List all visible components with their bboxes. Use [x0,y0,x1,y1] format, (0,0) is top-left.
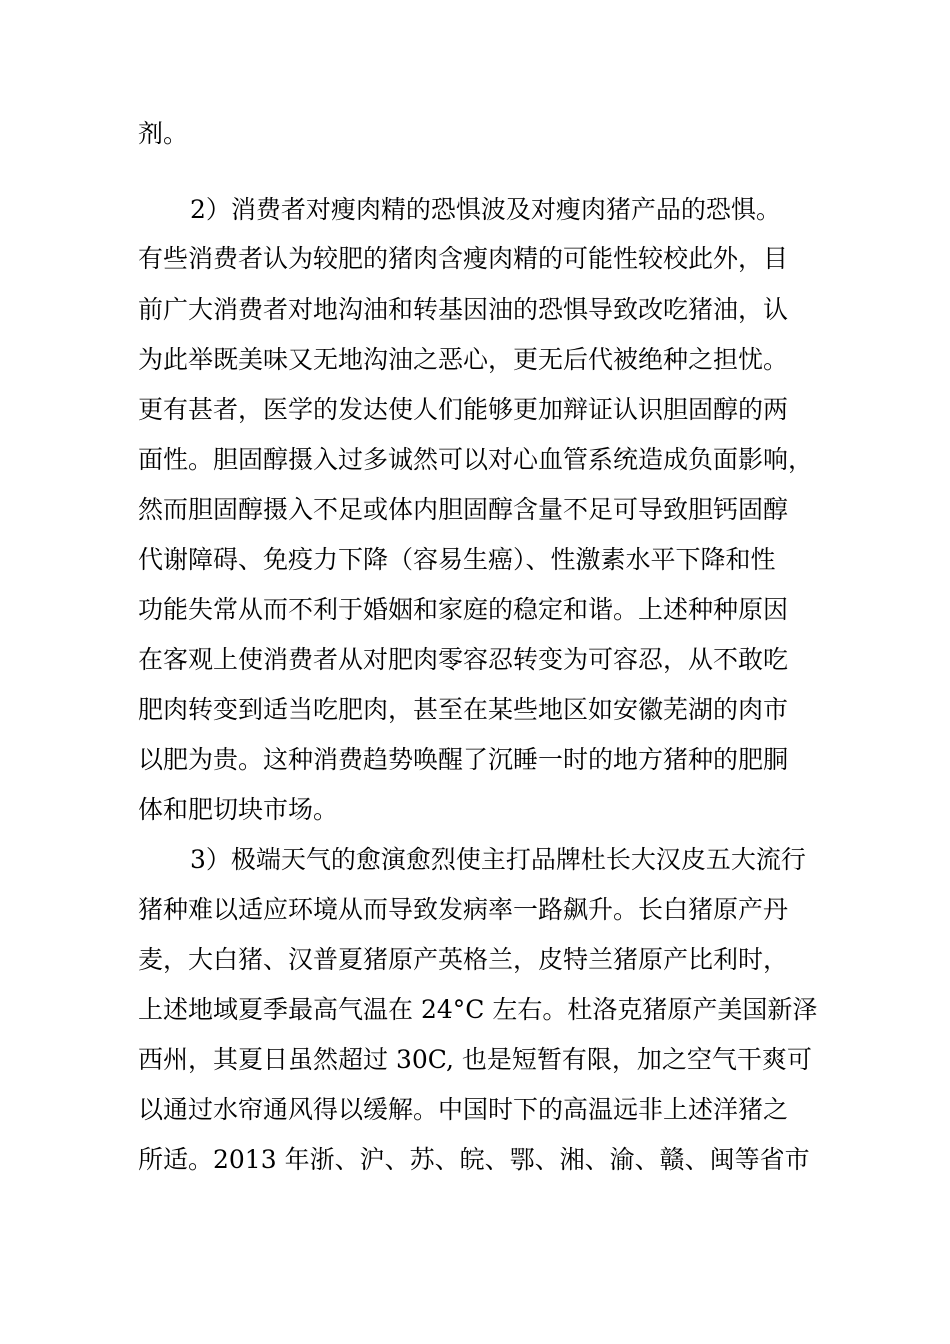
text-line: 更有甚者，医学的发达使人们能够更加辩证认识胆固醇的两 [138,395,789,424]
text-line: 所适。2013 年浙、沪、苏、皖、鄂、湘、渝、赣、闽等省市 [138,1145,810,1174]
text-line: 在客观上使消费者从对肥肉零容忍转变为可容忍，从不敢吃 [138,645,789,674]
text-line: 猪种难以适应环境从而导致发病率一路飙升。长白猪原产丹 [138,895,789,924]
text-line: 以通过水帘通风得以缓解。中国时下的高温远非上述洋猪之 [138,1095,789,1124]
text-line: 麦，大白猪、汉普夏猪原产英格兰，皮特兰猪原产比利时， [138,945,789,974]
text-line: 体和肥切块市场。 [138,795,339,824]
text-line: 代谢障碍、免疫力下降（容易生癌）、性激素水平下降和性 [138,545,776,574]
text-line: 面性。胆固醇摄入过多诚然可以对心血管系统造成负面影响， [138,445,814,474]
text-line: 有些消费者认为较肥的猪肉含瘦肉精的可能性较校此外，目 [138,244,789,273]
paragraph-2-heading: 2）消费者对瘦肉精的恐惧波及对瘦肉猪产品的恐惧。 [190,195,781,224]
text-line: 为此举既美味又无地沟油之恶心，更无后代被绝种之担忧。 [138,345,789,374]
text-line: 西州，其夏日虽然超过 30C, 也是短暂有限，加之空气干爽可 [138,1045,812,1074]
text-line: 剂。 [138,119,189,148]
text-line: 然而胆固醇摄入不足或体内胆固醇含量不足可导致胆钙固醇 [138,495,789,524]
text-line: 肥肉转变到适当吃肥肉，甚至在某些地区如安徽芜湖的肉市 [138,695,789,724]
text-line: 前广大消费者对地沟油和转基因油的恐惧导致改吃猪油，认 [138,295,789,324]
text-line: 上述地域夏季最高气温在 24°C 左右。杜洛克猪原产美国新泽 [138,995,818,1024]
paragraph-3-heading: 3）极端天气的愈演愈烈使主打品牌杜长大汉皮五大流行 [190,845,806,874]
text-line: 以肥为贵。这种消费趋势唤醒了沉睡一时的地方猪种的肥胴 [138,745,789,774]
text-line: 功能失常从而不利于婚姻和家庭的稳定和谐。上述种种原因 [138,595,789,624]
